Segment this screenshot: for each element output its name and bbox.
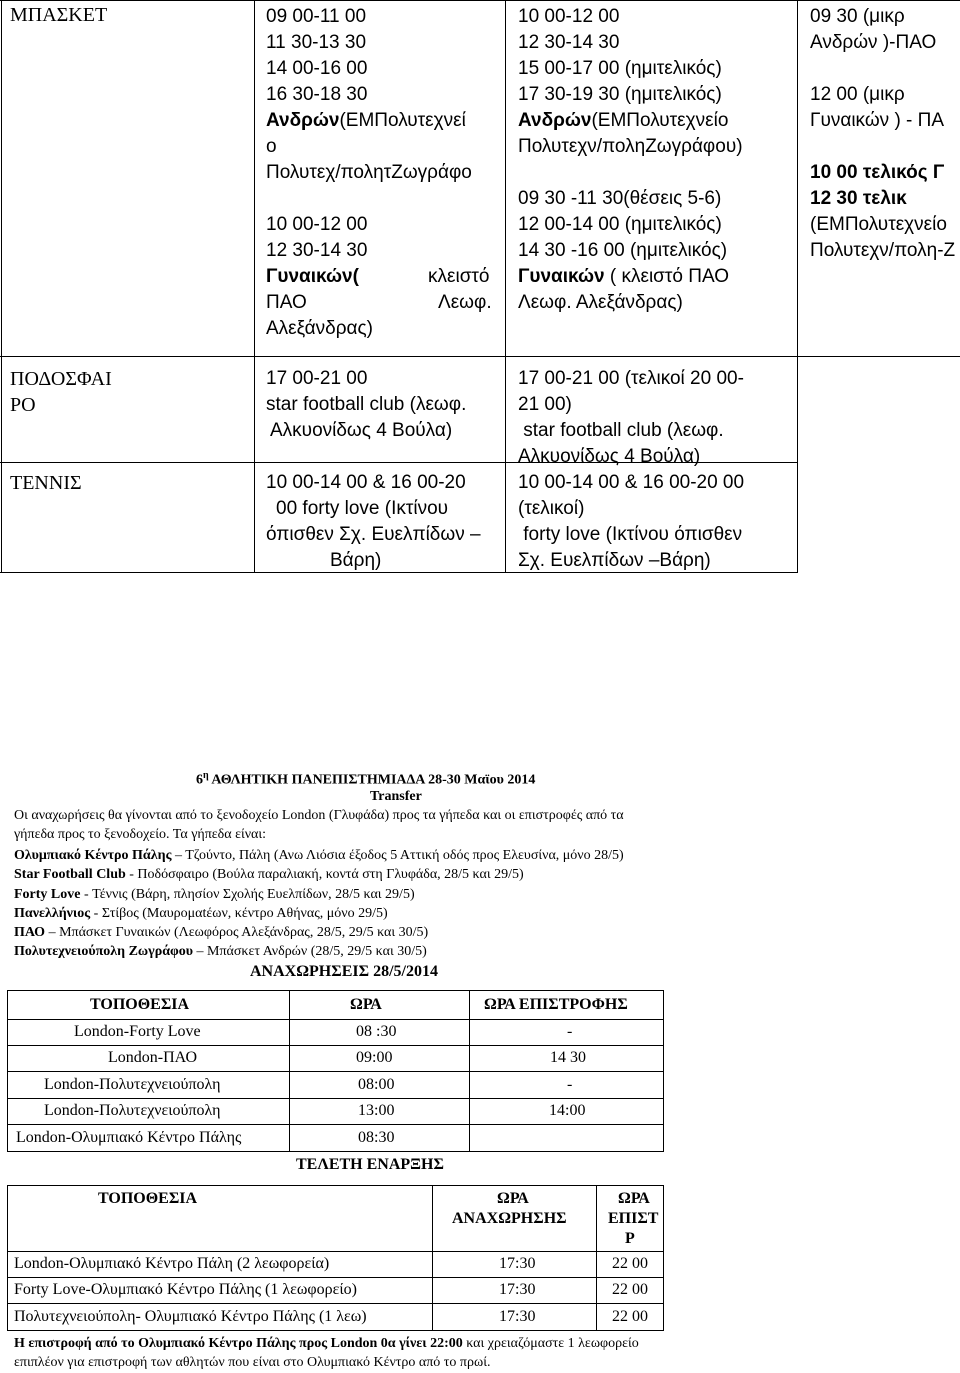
text-line: 12 00 (μικρ xyxy=(810,84,905,105)
title-text: ΑΘΛΗΤΙΚΗ ΠΑΝΕΠΙΣΤΗΜΙΑΔΑ 28-30 Μαϊου 2014 xyxy=(211,772,536,788)
text-line: Πολυτεχν/πολη-Ζ xyxy=(810,240,956,261)
text-line: ΠΑΟ xyxy=(266,292,307,313)
text-line: 12 00-14 00 (ημιτελικός) xyxy=(518,214,722,235)
women-label: Γυναικών xyxy=(518,266,605,287)
intro-text: Οι αναχωρήσεις θα γίνονται από το ξενοδοχείο London (Γλυφάδα) προς τα γήπεδα και οι επιστροφές από τα xyxy=(14,808,624,823)
dep-location: London-Forty Love xyxy=(74,1023,201,1040)
text-line: 10 00-14 00 & 16 00-20 xyxy=(266,472,466,493)
text-line: forty love (Ικτίνου όπισθεν xyxy=(518,524,743,545)
women-label: Γυναικών( xyxy=(266,266,359,287)
text-line: Βάρη) xyxy=(330,550,382,571)
cer-dep: 17:30 xyxy=(499,1281,536,1298)
text-line: 16 30-18 30 xyxy=(266,84,368,105)
text-line-rest: (ΕΜΠολυτεχνεί xyxy=(339,110,466,131)
text-line: 09 30 -11 30(θέσεις 5-6) xyxy=(518,188,722,209)
text-line xyxy=(518,108,728,134)
venue-name: Πολυτεχνειούπολη Ζωγράφου xyxy=(14,944,194,959)
text-line: (ΕΜΠολυτεχνείο xyxy=(810,214,947,235)
venue-name: Star Football Club xyxy=(14,867,126,882)
text-line: 12 30 τελικ xyxy=(810,188,907,209)
text-line: 12 30-14 30 xyxy=(518,32,620,53)
dep-time: 13:00 xyxy=(358,1102,395,1119)
cer-return: 22 00 xyxy=(612,1281,648,1298)
venue-item xyxy=(14,846,624,865)
venue-desc: - Τέννις (Βάρη, πλησίον Σχολής Ευελπίδων, 28/5 και 29/5) xyxy=(80,887,415,902)
text-line xyxy=(266,108,466,134)
dep-location: London-Ολυμπιακό Κέντρο Πάλης xyxy=(16,1129,242,1146)
footer-note xyxy=(14,1334,639,1353)
footer-note-cont: επιπλέον για επιστροφή των αθλητών που είναι στο Ολυμπιακό Κέντρο από το πρωί. xyxy=(14,1355,491,1370)
departures-title: ΑΝΑΧΩΡΗΣΕΙΣ 28/5/2014 xyxy=(250,963,438,980)
dep-location: London-Πολυτεχνειούπολη xyxy=(44,1076,221,1093)
cer-header-location: ΤΟΠΟΘΕΣΙΑ xyxy=(98,1190,198,1207)
cer-header-return-cont: ΕΠΙΣΤ xyxy=(608,1210,659,1227)
cer-dep: 17:30 xyxy=(499,1255,536,1272)
text-line: Αλεξάνδρας) xyxy=(266,318,373,339)
text-line: Σχ. Ευελπίδων –Βάρη) xyxy=(518,550,711,571)
dep-time: 08:30 xyxy=(358,1129,395,1146)
cer-header-return: ΩΡΑ xyxy=(618,1190,650,1207)
text-line-rest: ( κλειστό ΠΑΟ xyxy=(609,266,730,287)
ceremony-title: ΤΕΛΕΤΗ ΕΝΑΡΞΗΣ xyxy=(296,1156,444,1173)
venue-item xyxy=(14,923,428,942)
dep-return: - xyxy=(567,1076,573,1093)
text-line: 14 30 -16 00 (ημιτελικός) xyxy=(518,240,728,261)
venue-name: Forty Love xyxy=(14,887,81,902)
dep-return: 14 30 xyxy=(550,1049,586,1066)
text-line: 12 30-14 30 xyxy=(266,240,368,261)
cer-location: Πολυτεχνειούπολη- Ολυμπιακό Κέντρο Πάλης (1 λεω) xyxy=(14,1308,367,1325)
text-line: star football club (λεωφ. xyxy=(518,420,724,441)
cer-header-return-end: Ρ xyxy=(625,1230,635,1247)
text-line: 15 00-17 00 (ημιτελικός) xyxy=(518,58,722,79)
dep-return: 14:00 xyxy=(549,1102,586,1119)
sport-tennis: ΤΕΝΝΙΣ xyxy=(10,472,82,494)
cer-location: Forty Love-Ολυμπιακό Κέντρο Πάλης (1 λεωφορείο) xyxy=(14,1281,357,1298)
text-line: (τελικοί) xyxy=(518,498,585,519)
text-line: 09 30 (μικρ xyxy=(810,6,905,27)
text-line: 17 00-21 00 xyxy=(266,368,368,389)
text-line-rest: (ΕΜΠολυτεχνείο xyxy=(591,110,729,131)
dep-header-return: ΩΡΑ ΕΠΙΣΤΡΟΦΗΣ xyxy=(484,996,628,1013)
text-line: 10 00-14 00 & 16 00-20 00 xyxy=(518,472,745,493)
text-line: 17 30-19 30 (ημιτελικός) xyxy=(518,84,722,105)
men-label: Ανδρών xyxy=(518,110,592,131)
dep-time: 09:00 xyxy=(356,1049,393,1066)
text-line: Ανδρών )-ΠΑΟ xyxy=(810,32,937,53)
title-number: 6 xyxy=(196,772,203,788)
venue-name: Πανελλήνιος xyxy=(14,906,91,921)
text-line: 10 00-12 00 xyxy=(518,6,620,27)
text-line: 10 00 τελικός Γ xyxy=(810,162,945,183)
text-line: Πολυτεχ/πολητΖωγράφο xyxy=(266,162,472,183)
text-line: 10 00-12 00 xyxy=(266,214,368,235)
sport-football-cont: ΡΟ xyxy=(10,394,36,416)
dep-location: London-Πολυτεχνειούπολη xyxy=(44,1102,221,1119)
dep-time: 08 :30 xyxy=(356,1023,397,1040)
page-title xyxy=(196,766,535,790)
venue-desc: – Μπάσκετ Ανδρών (28/5, 29/5 και 30/5) xyxy=(193,944,427,959)
sport-football: ΠΟΔΟΣΦΑΙ xyxy=(10,368,112,390)
text-line: Γυναικών ) - ΠΑ xyxy=(810,110,945,131)
text-line: Πολυτεχν/ποληΖωγράφου) xyxy=(518,136,743,157)
venue-item xyxy=(14,865,524,884)
sport-basket: ΜΠΑΣΚΕΤ xyxy=(10,4,108,26)
text-line: Αλκυονίδως 4 Βούλα) xyxy=(518,446,701,467)
text-line: 11 30-13 30 xyxy=(266,32,367,53)
footer-note-bold: Η επιστροφή από το Ολυμπιακό Κέντρο Πάλης προς London 0α γίνει 22:00 xyxy=(14,1336,463,1351)
dep-header-location: ΤΟΠΟΘΕΣΙΑ xyxy=(90,996,190,1013)
venue-desc: – Μπάσκετ Γυναικών (Λεωφόρος Αλεξάνδρας, 28/5, 29/5 και 30/5) xyxy=(45,925,429,940)
intro-text: γήπεδα προς το ξενοδοχείο. Τα γήπεδα είναι: xyxy=(14,827,267,842)
cer-dep: 17:30 xyxy=(499,1308,536,1325)
dep-time: 08:00 xyxy=(358,1076,395,1093)
text-line: 21 00) xyxy=(518,394,572,415)
text-line: star football club (λεωφ. xyxy=(266,394,467,415)
text-line: 14 00-16 00 xyxy=(266,58,368,79)
venue-item xyxy=(14,904,388,923)
cer-return: 22 00 xyxy=(612,1308,648,1325)
text-line: Αλκυονίδως 4 Βούλα) xyxy=(270,420,453,441)
dep-location: London-ΠΑΟ xyxy=(108,1049,198,1066)
venue-desc: - Ποδόσφαιρο (Βούλα παραλιακή, κοντά στη Γλυφάδα, 28/5 και 29/5) xyxy=(125,867,524,882)
venue-item xyxy=(14,942,427,961)
text-line: ο xyxy=(266,136,277,157)
men-label: Ανδρών xyxy=(266,110,340,131)
text-line: κλειστό xyxy=(428,266,490,287)
venue-desc: - Στίβος (Μαυρομαtέων, κέντρο Αθήνας, μόνο 29/5) xyxy=(90,906,388,921)
text-line xyxy=(266,264,359,290)
cer-location: London-Ολυμπιακό Κέντρο Πάλη (2 λεωφορεία) xyxy=(14,1255,330,1272)
text-line: Λεωφ. Αλεξάνδρας) xyxy=(518,292,683,313)
venue-desc: – Τζούντο, Πάλη (Ανω Λιόσια έξοδος 5 Αττική οδός προς Ελευσίνα, μόνο 28/5) xyxy=(171,848,624,863)
venue-name: Ολυμπιακό Κέντρο Πάλης xyxy=(14,848,172,863)
text-line xyxy=(518,264,729,290)
text-line: Λεωφ. xyxy=(438,292,492,313)
cer-return: 22 00 xyxy=(612,1255,648,1272)
venue-item xyxy=(14,885,415,904)
cer-header-dep: ΩΡΑ xyxy=(497,1190,529,1207)
dep-header-time: ΩΡΑ xyxy=(350,996,382,1013)
transfer-heading: Transfer xyxy=(370,789,422,804)
dep-return: - xyxy=(567,1023,573,1040)
text-line: 17 00-21 00 (τελικοί 20 00- xyxy=(518,368,744,389)
text-line: 09 00-11 00 xyxy=(266,6,367,27)
title-superscript: η xyxy=(203,770,209,781)
venue-name: ΠΑΟ xyxy=(14,925,46,940)
text-line: 00 forty love (Ικτίνου xyxy=(276,498,449,519)
cer-header-dep-cont: ΑΝΑΧΩΡΗΣΗΣ xyxy=(452,1210,567,1227)
text-line: όπισθεν Σχ. Ευελπίδων – xyxy=(266,524,481,545)
footer-note-rest: και χρειαζόμαστε 1 λεωφορείο xyxy=(462,1336,639,1351)
